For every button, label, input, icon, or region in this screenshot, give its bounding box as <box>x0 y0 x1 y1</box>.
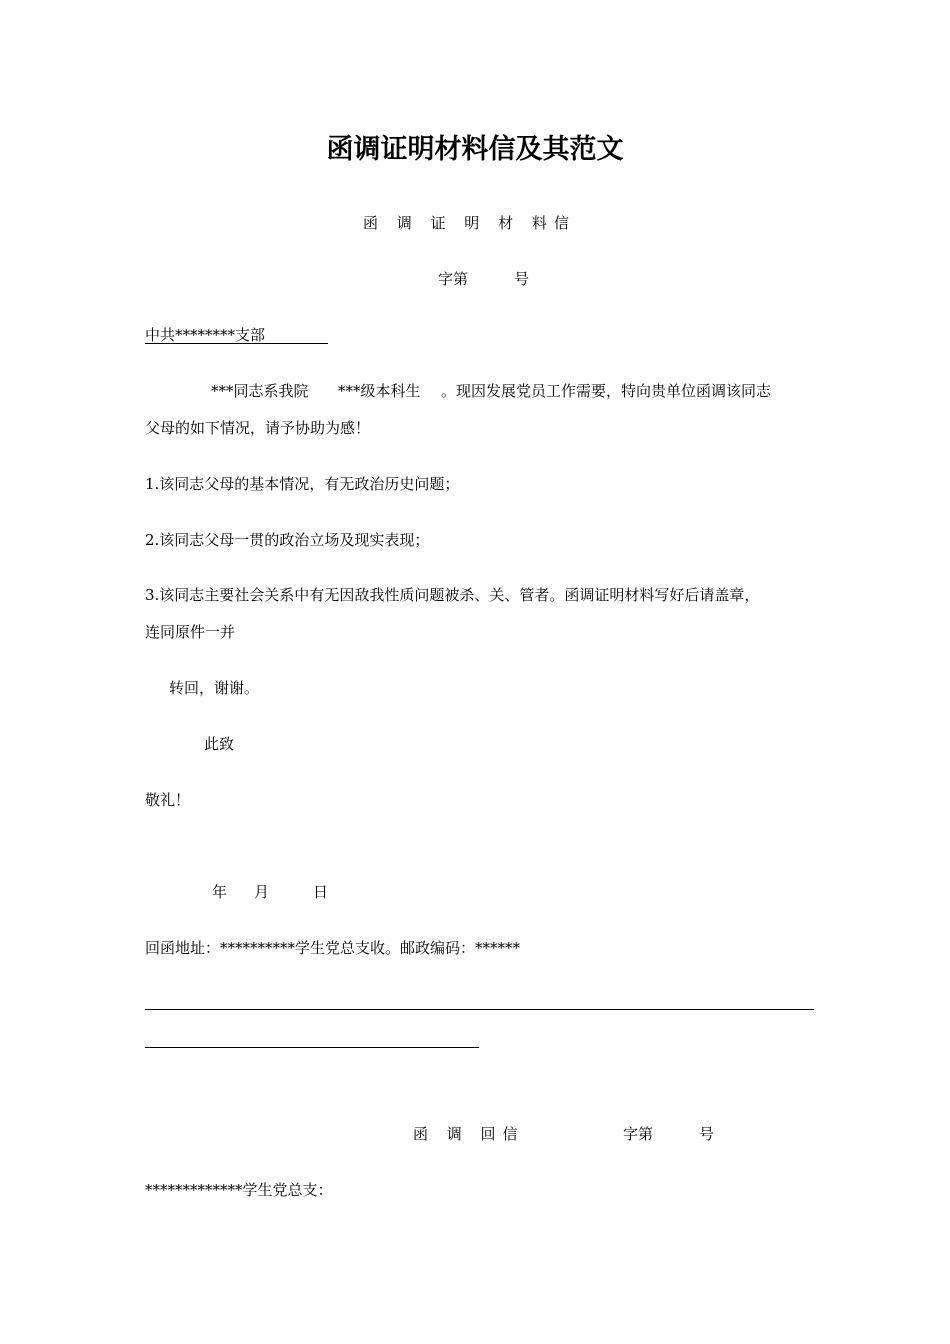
closing-jingli: 敬礼！ <box>145 791 191 809</box>
reply-addressee: *************学生党总支： <box>145 1181 333 1199</box>
body-line-2: 父母的如下情况，请予协助为感！ <box>145 419 371 437</box>
date-month: 月 <box>254 883 270 901</box>
separator-line-long <box>145 1009 814 1010</box>
closing-cizhi: 此致 <box>204 735 235 753</box>
list-item-1: 1.该同志父母的基本情况，有无政治历史问题； <box>145 475 460 493</box>
date-day: 日 <box>313 883 329 901</box>
letter-addressee: 中共********支部 <box>145 326 266 344</box>
body-part-1: ***同志系我院 <box>211 382 309 400</box>
list-item-3-continued: 连同原件一并 <box>145 623 236 641</box>
list-item-3: 3.该同志主要社会关系中有无因敌我性质问题被杀、关、管者。函调证明材料写好后请盖章， <box>145 586 760 604</box>
separator-line-short <box>145 1047 479 1048</box>
date-year: 年 <box>212 883 228 901</box>
reply-heading: 函 调 回信 <box>413 1125 525 1143</box>
document-title: 函调证明材料信及其范文 <box>326 134 624 165</box>
list-item-2: 2.该同志父母一贯的政治立场及现实表现； <box>145 531 430 549</box>
addressee-underline <box>145 343 328 344</box>
letter-ref-zidi: 字第 <box>438 270 469 288</box>
body-part-2: ***级本科生 <box>338 382 421 400</box>
body-part-3: 。现因发展党员工作需要，特向贵单位函调该同志 <box>441 382 772 400</box>
return-line: 转回，谢谢。 <box>169 679 260 697</box>
reply-address: 回函地址：**********学生党总支收。邮政编码：****** <box>145 939 521 957</box>
reply-ref-hao: 号 <box>699 1125 715 1143</box>
letter-ref-hao: 号 <box>514 270 530 288</box>
letter-heading: 函 调 证 明 材 料信 <box>363 214 576 232</box>
reply-ref-zidi: 字第 <box>623 1125 654 1143</box>
